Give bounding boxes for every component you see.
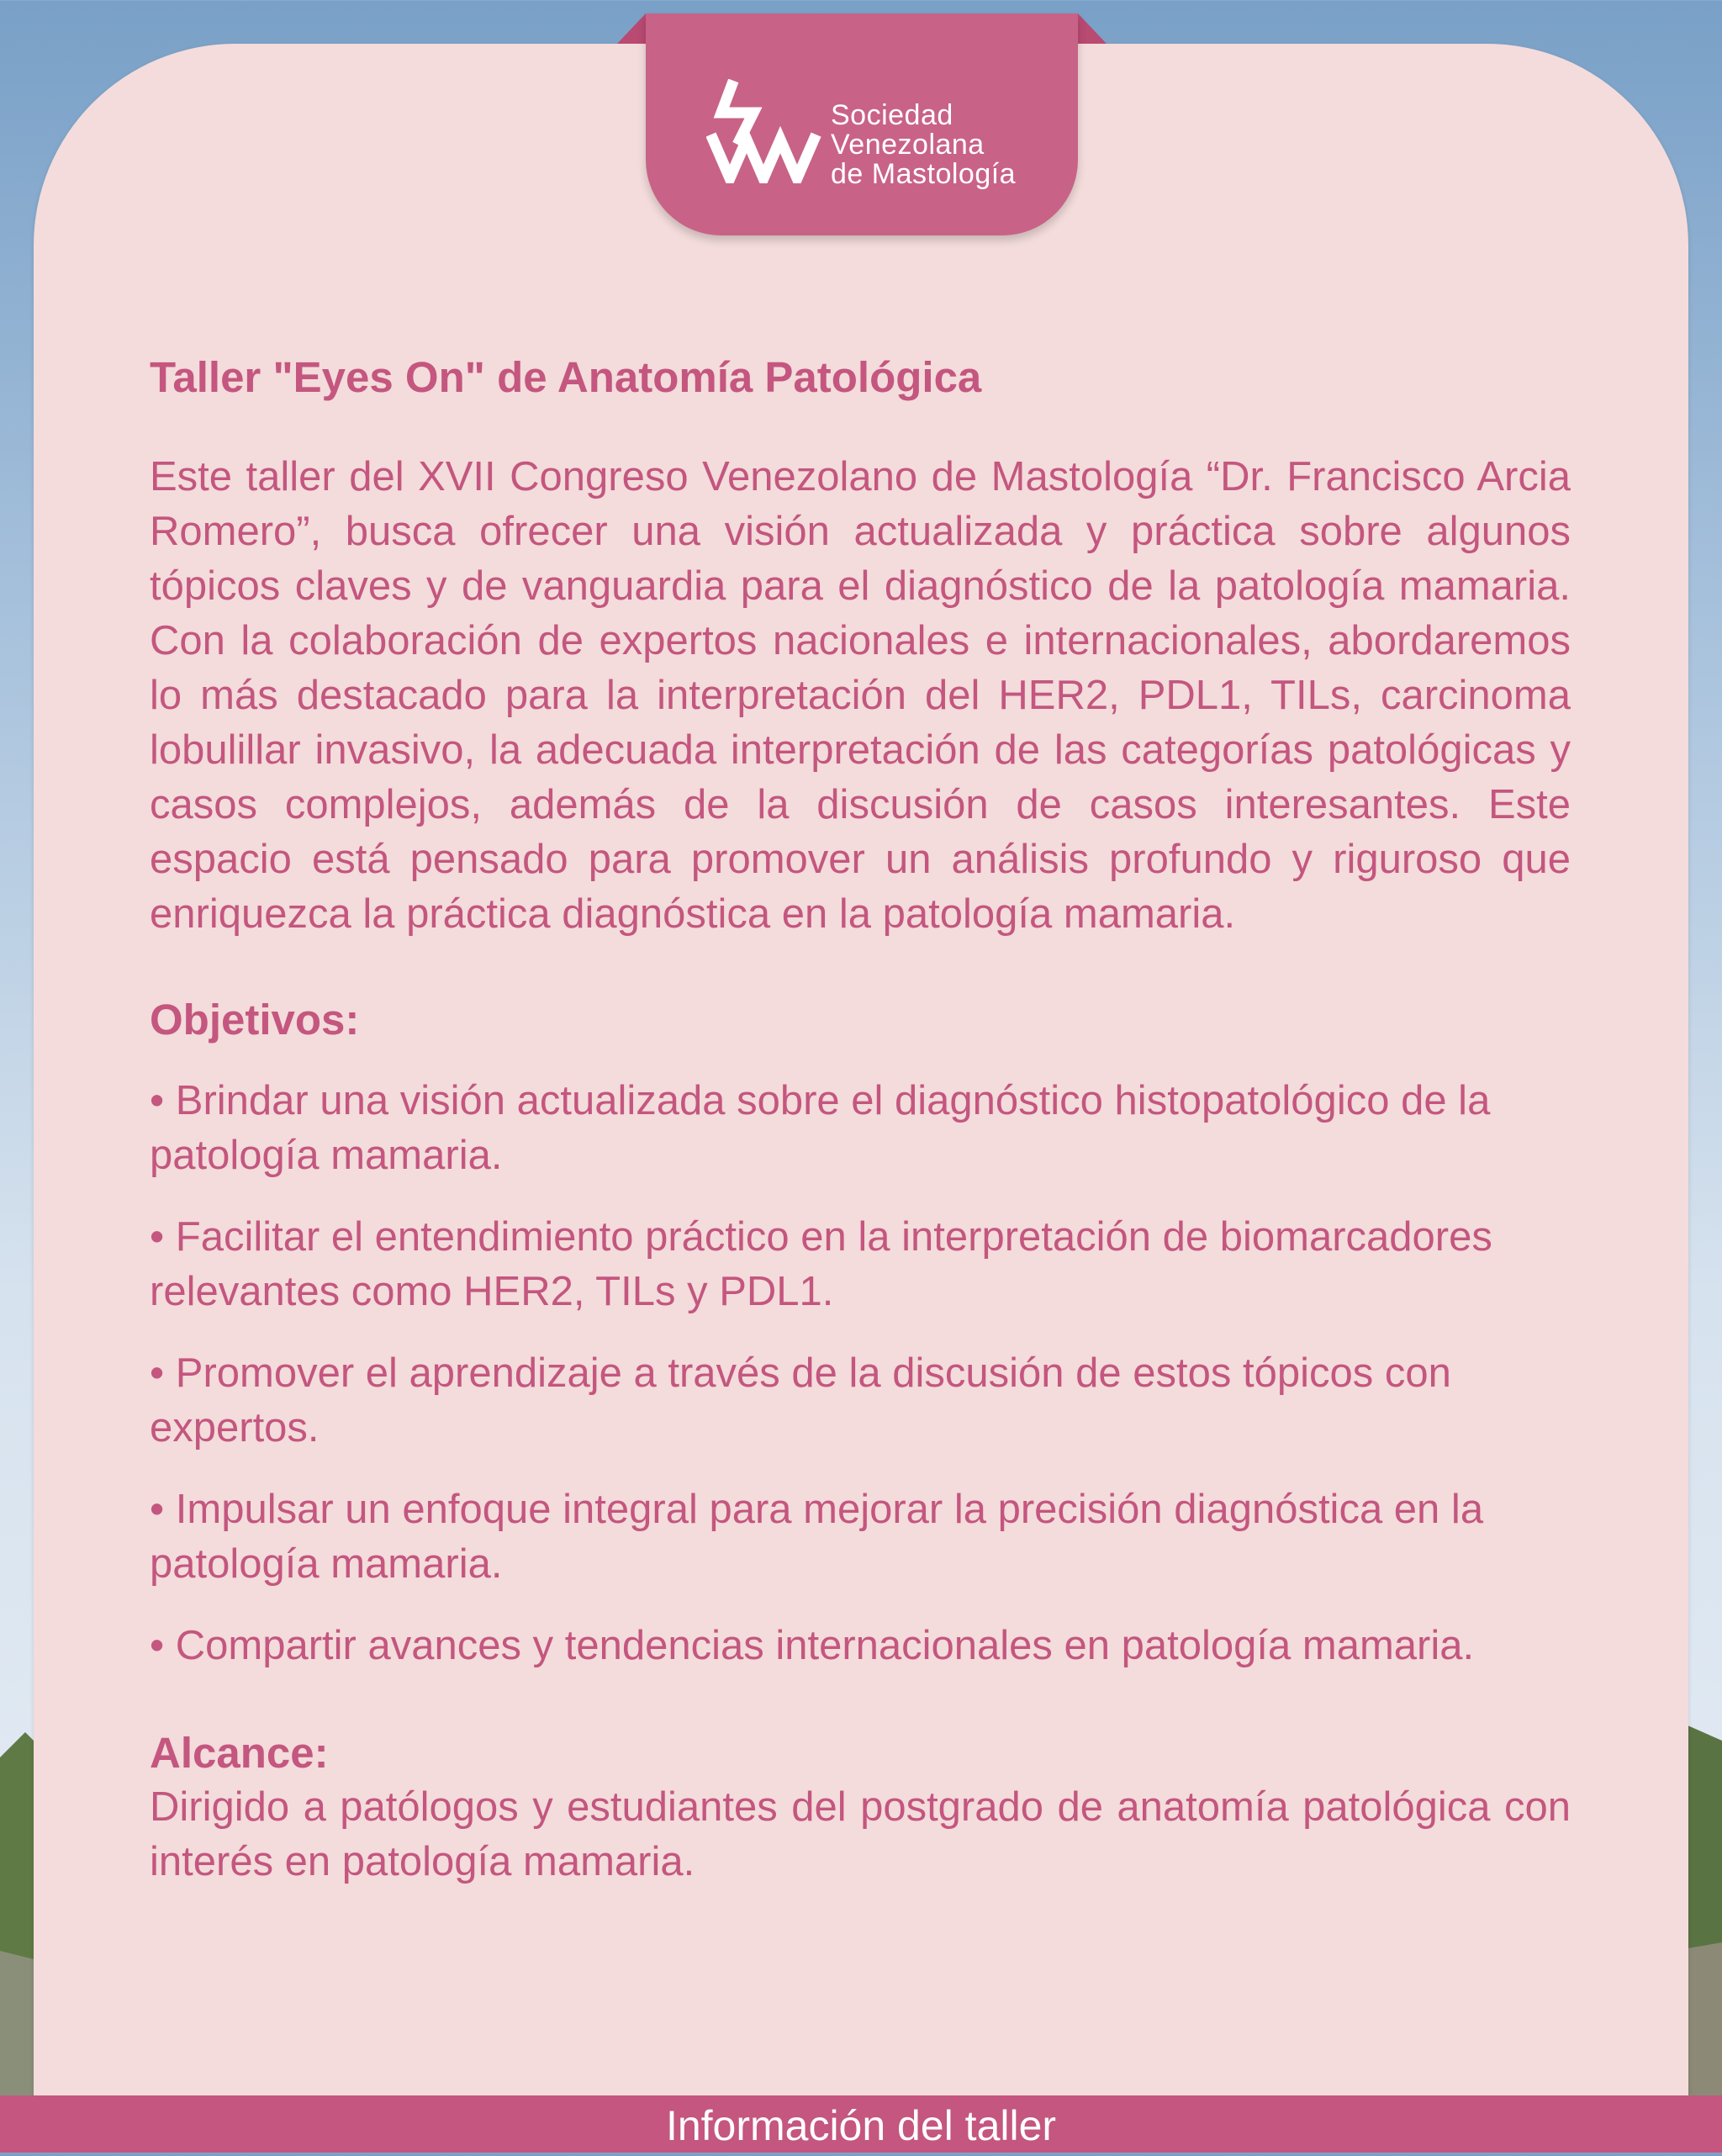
objective-item: • Impulsar un enfoque integral para mejorar la precisión diagnóstica en la patología mamaria.: [150, 1487, 1484, 1587]
intro-paragraph: Este taller del XVII Congreso Venezolano de Mastología “Dr. Francisco Arcia Romero”, busca ofrecer una visión actualizada y práctica sobre algunos tópicos claves y de vanguardia para el diagnóstico de la patología mamaria. Con la colaboración de expertos nacionales e internacionales, abordaremos lo más destacado para la interpretación del HER2, PDL1, TILs, carcinoma lobulillar invasivo, la adecuada interpretación de las categorías patológicas y casos complejos, además de la discusión de casos interesantes. Este espacio está pensado para promover un análisis profundo y riguroso que enriquezca la práctica diagnóstica en la patología mamaria.: [150, 454, 1571, 937]
logo-tab-fold-left: [617, 13, 646, 44]
brand-name: [831, 101, 1016, 189]
objective-item: • Compartir avances y tendencias internacionales en patología mamaria.: [150, 1623, 1475, 1668]
logo-tab-fold-right: [1078, 13, 1107, 44]
scope-heading: Alcance:: [150, 1729, 329, 1777]
footer-label: Información del taller: [665, 2102, 1057, 2149]
article-body: [150, 341, 1571, 1889]
objective-item: • Brindar una visión actualizada sobre el diagnóstico histopatológico de la patología mamaria.: [150, 1078, 1491, 1178]
scope-paragraph: Dirigido a patólogos y estudiantes del postgrado de anatomía patológica con interés en patología mamaria.: [150, 1784, 1571, 1884]
objective-item: • Promover el aprendizaje a través de la discusión de estos tópicos con expertos.: [150, 1350, 1451, 1451]
objectives-list: [150, 1074, 1571, 1673]
page-title: Taller "Eyes On" de Anatomía Patológica: [150, 353, 982, 401]
svm-logo-icon: [706, 79, 824, 183]
brand-name-line-2: Venezolana: [831, 129, 985, 161]
brand-name-line-3: de Mastología: [831, 158, 1017, 190]
brand-name-line-1: Sociedad: [831, 99, 953, 131]
objectives-heading: Objetivos:: [150, 996, 360, 1044]
objective-item: • Facilitar el entendimiento práctico en la interpretación de biomarcadores relevantes como HER2, TILs y PDL1.: [150, 1214, 1492, 1314]
footer-bar: [0, 2095, 1722, 2153]
logo-tab: [646, 13, 1078, 235]
